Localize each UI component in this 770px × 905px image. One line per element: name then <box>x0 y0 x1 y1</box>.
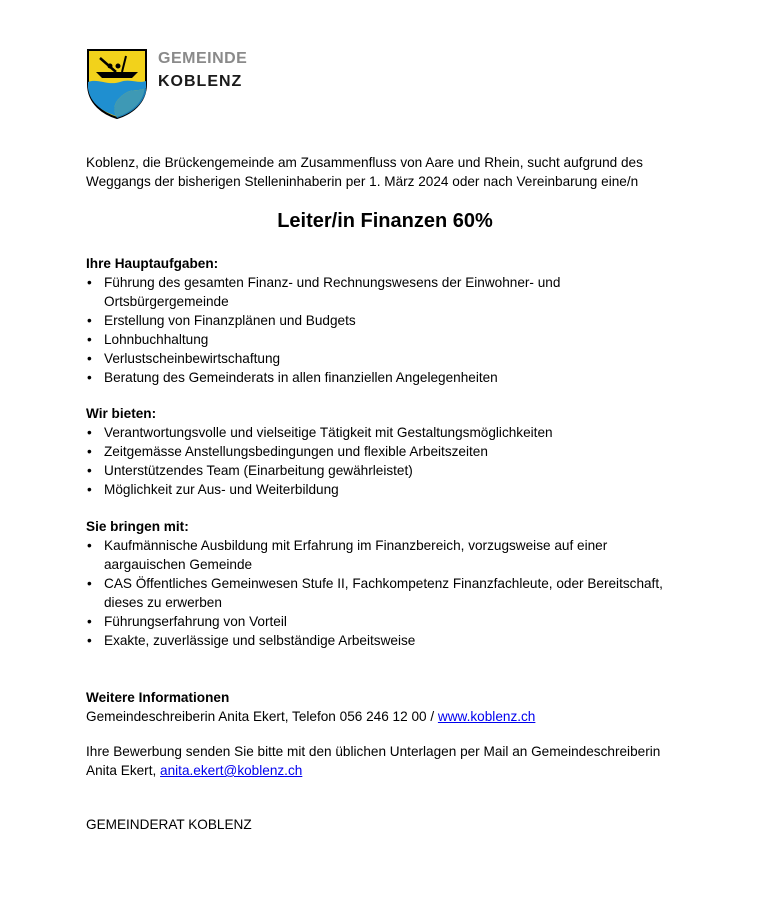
letterhead <box>86 48 486 120</box>
list-item <box>86 330 686 349</box>
list-item-text: Erstellung von Finanzplänen und Budgets <box>104 313 356 328</box>
bullet-icon: • <box>87 332 92 347</box>
intro-line: Koblenz, die Brückengemeinde am Zusammenfluss von Aare und Rhein, sucht aufgrund des <box>86 155 643 170</box>
bullet-icon: • <box>87 275 92 290</box>
list-item <box>86 612 686 631</box>
section-heading: Ihre Hauptaufgaben: <box>86 256 219 271</box>
info-line <box>86 707 706 726</box>
list-item-continuation: aargauischen Gemeinde <box>104 557 253 572</box>
list-item <box>86 631 686 650</box>
brand-line-koblenz: KOBLENZ <box>158 73 243 90</box>
coat-of-arms-logo <box>86 48 148 120</box>
list-item <box>86 442 686 461</box>
list-item-text: Kaufmännische Ausbildung mit Erfahrung im Finanzbereich, vorzugsweise auf einer <box>104 538 608 553</box>
list-item-text: Beratung des Gemeinderats in allen finanziellen Angelegenheiten <box>104 370 498 385</box>
bullet-list <box>86 536 686 650</box>
list-item-text: Zeitgemässe Anstellungsbedingungen und flexible Arbeitszeiten <box>104 444 488 459</box>
bullet-icon: • <box>87 313 92 328</box>
bullet-icon: • <box>87 370 92 385</box>
brand-line-gemeinde: GEMEINDE <box>158 50 248 67</box>
list-item <box>86 536 686 574</box>
list-item <box>86 480 686 499</box>
list-item-text: Führungserfahrung von Vorteil <box>104 614 287 629</box>
intro-paragraph <box>86 153 686 191</box>
section-tasks <box>86 254 686 387</box>
further-info <box>86 688 706 726</box>
application-note <box>86 742 706 780</box>
bullet-icon: • <box>87 614 92 629</box>
section-offer <box>86 404 686 499</box>
bullet-list <box>86 423 686 499</box>
intro-line: Weggangs der bisherigen Stelleninhaberin per 1. März 2024 oder nach Vereinbarung eine/n <box>86 174 639 189</box>
bullet-icon: • <box>87 633 92 648</box>
section-requirements <box>86 517 686 650</box>
bullet-icon: • <box>87 482 92 497</box>
section-heading: Wir bieten: <box>86 406 157 421</box>
list-item <box>86 461 686 480</box>
list-item <box>86 368 686 387</box>
bullet-icon: • <box>87 463 92 478</box>
list-item-text: Führung des gesamten Finanz- und Rechnungswesens der Einwohner- und <box>104 275 561 290</box>
list-item-continuation: Ortsbürgergemeinde <box>104 294 229 309</box>
list-item <box>86 273 686 311</box>
list-item <box>86 423 686 442</box>
bullet-icon: • <box>87 576 92 591</box>
bullet-icon: • <box>87 425 92 440</box>
list-item-text: Verantwortungsvolle und vielseitige Tätigkeit mit Gestaltungsmöglichkeiten <box>104 425 553 440</box>
list-item <box>86 311 686 330</box>
list-item-continuation: dieses zu erwerben <box>104 595 222 610</box>
bullet-icon: • <box>87 538 92 553</box>
signature: GEMEINDERAT KOBLENZ <box>86 817 252 832</box>
contact-text: Gemeindeschreiberin Anita Ekert, Telefon 056 246 12 00 / <box>86 709 438 724</box>
info-heading: Weitere Informationen <box>86 690 230 705</box>
list-item-text: Exakte, zuverlässige und selbständige Arbeitsweise <box>104 633 416 648</box>
website-link[interactable]: www.koblenz.ch <box>437 709 536 724</box>
email-link[interactable]: anita.ekert@koblenz.ch <box>160 763 303 778</box>
apply-prefix: Anita Ekert, <box>86 763 161 778</box>
list-item-text: Lohnbuchhaltung <box>104 332 209 347</box>
list-item-text: CAS Öffentliches Gemeinwesen Stufe II, Fachkompetenz Finanzfachleute, oder Bereitschaft, <box>104 576 663 591</box>
apply-line: Ihre Bewerbung senden Sie bitte mit den üblichen Unterlagen per Mail an Gemeindeschreiberin <box>86 744 661 759</box>
bullet-icon: • <box>87 444 92 459</box>
bullet-list <box>86 273 686 387</box>
list-item-text: Unterstützendes Team (Einarbeitung gewährleistet) <box>104 463 413 478</box>
list-item <box>86 349 686 368</box>
apply-line <box>86 761 706 780</box>
list-item-text: Verlustscheinbewirtschaftung <box>104 351 281 366</box>
job-title: Leiter/in Finanzen 60% <box>277 210 493 232</box>
bullet-icon: • <box>87 351 92 366</box>
section-heading: Sie bringen mit: <box>86 519 189 534</box>
list-item-text: Möglichkeit zur Aus- und Weiterbildung <box>104 482 339 497</box>
list-item <box>86 574 686 612</box>
